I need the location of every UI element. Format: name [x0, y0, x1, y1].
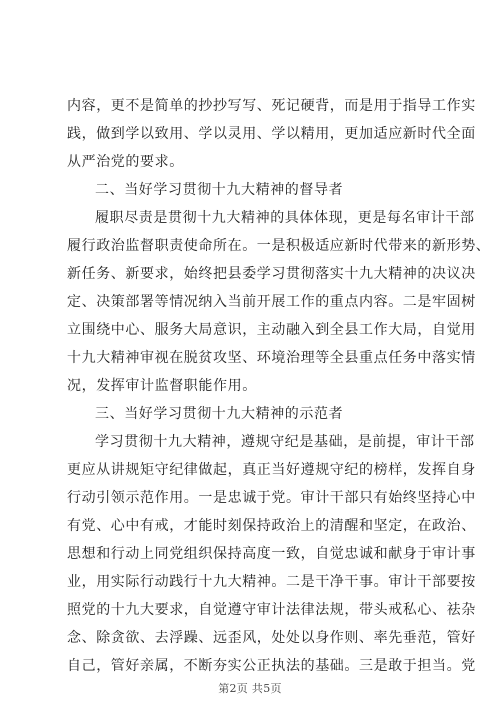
page-footer: 第2页 共5页	[218, 682, 282, 695]
text-line: 定、决策部署等情况纳入当前开展工作的重点内容。二是牢固树	[67, 294, 476, 310]
text-line: 三、当好学习贯彻十九大精神的示范者	[95, 406, 344, 422]
text-line: 内容，更不是简单的抄抄写写、死记硬背，而是用于指导工作实	[67, 98, 476, 114]
text-line: 行动引领示范作用。一是忠诚于党。审计干部只有始终坚持心中	[67, 490, 476, 506]
text-line: 二、当好学习贯彻十九大精神的督导者	[95, 182, 344, 198]
text-line: 履行政治监督职责使命所在。一是积极适应新时代带来的新形势、	[67, 238, 491, 254]
text-line: 更应从讲规矩守纪律做起，真正当好遵规守纪的榜样，发挥自身	[67, 462, 476, 478]
text-line: 照党的十九大要求，自觉遵守审计法律法规，带头戒私心、祛杂	[67, 602, 476, 618]
text-line: 有党、心中有戒，才能时刻保持政治上的清醒和坚定，在政治、	[67, 518, 476, 534]
text-line: 立围绕中心、服务大局意识，主动融入到全县工作大局，自觉用	[67, 322, 476, 338]
text-line: 履职尽责是贯彻十九大精神的具体体现，更是每名审计干部	[95, 210, 475, 226]
text-line: 学习贯彻十九大精神，遵规守纪是基础，是前提，审计干部	[95, 434, 475, 450]
text-line: 思想和行动上同党组织保持高度一致，自觉忠诚和献身于审计事	[67, 546, 476, 562]
text-line: 自己，管好亲属，不断夯实公正执法的基础。三是敢于担当。党	[67, 658, 476, 674]
text-line: 念、除贪欲、去浮躁、远歪风，处处以身作则、率先垂范，管好	[67, 630, 476, 646]
text-line: 践，做到学以致用、学以灵用、学以精用，更加适应新时代全面	[67, 126, 476, 142]
text-line: 从严治党的要求。	[67, 154, 184, 170]
text-line: 十九大精神审视在脱贫攻坚、环境治理等全县重点任务中落实情	[67, 350, 476, 366]
text-line: 况，发挥审计监督职能作用。	[67, 378, 257, 394]
text-line: 业，用实际行动践行十九大精神。二是干净干事。审计干部要按	[67, 574, 476, 590]
body-text	[67, 92, 491, 680]
text-line: 新任务、新要求，始终把县委学习贯彻落实十九大精神的决议决	[67, 266, 476, 282]
